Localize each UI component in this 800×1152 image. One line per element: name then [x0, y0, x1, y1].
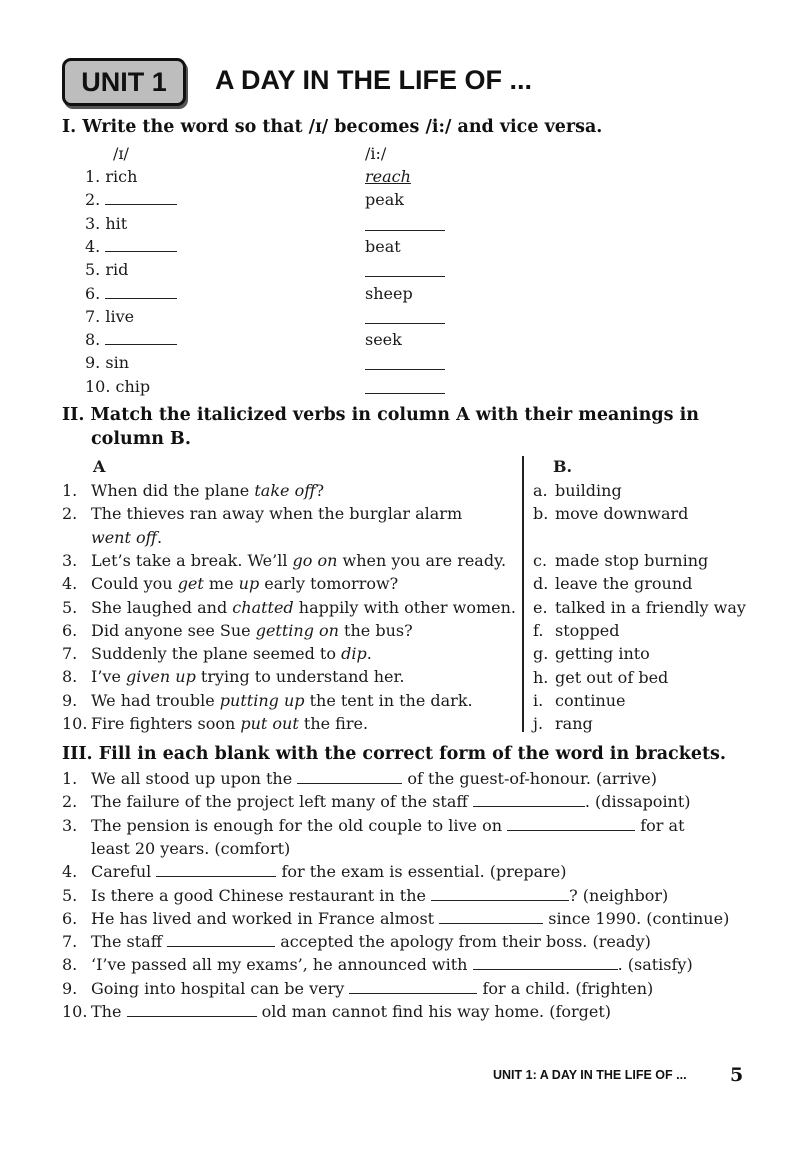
- meaning-text: continue: [555, 691, 626, 710]
- word-row: [85, 258, 128, 281]
- item-number: 6.: [85, 283, 106, 303]
- match-item-b: [533, 619, 619, 642]
- item-number: 8.: [62, 667, 78, 687]
- answer-blank[interactable]: [365, 323, 445, 324]
- fill-item: [62, 860, 567, 883]
- answer-blank[interactable]: [439, 908, 543, 924]
- column-b-header: B.: [553, 457, 573, 476]
- section-1-col1-header: /ɪ/: [113, 144, 129, 163]
- unit-title: A DAY IN THE LIFE OF ...: [215, 65, 533, 95]
- item-text: The staff: [91, 932, 163, 952]
- item-number: 4.: [85, 236, 106, 256]
- item-text: The: [91, 1002, 122, 1021]
- item-number: 10.: [62, 714, 88, 733]
- item-letter: a.: [533, 481, 548, 500]
- item-letter: i.: [533, 691, 544, 710]
- item-text: She laughed and: [91, 597, 233, 617]
- item-text: He has lived and worked in France almost: [91, 908, 435, 928]
- item-text: Is there a good Chinese restaurant in the: [91, 885, 427, 905]
- item-text: The pension is enough for the old couple to live on: [91, 815, 503, 835]
- running-footer: UNIT 1: A DAY IN THE LIFE OF ...: [493, 1068, 687, 1082]
- answer-blank[interactable]: [431, 885, 569, 901]
- item-number: 1.: [62, 769, 78, 788]
- item-text: Careful: [91, 862, 152, 882]
- page-number: 5: [730, 1064, 744, 1086]
- italic-verb: put out: [240, 714, 299, 733]
- item-number: 8.: [85, 330, 106, 350]
- item-letter: f.: [533, 621, 544, 640]
- item-letter: d.: [533, 574, 549, 594]
- meaning-text: made stop burning: [555, 551, 709, 570]
- word-row: [85, 235, 177, 258]
- match-item-a: [62, 596, 516, 619]
- item-number: 1.: [62, 481, 78, 500]
- match-item-a: [62, 572, 398, 595]
- word-left: sin: [105, 353, 129, 373]
- item-text: The failure of the project left many of the staff: [91, 792, 468, 812]
- word-left: chip: [115, 376, 151, 396]
- word-row: [85, 375, 150, 398]
- meaning-text: rang: [555, 714, 593, 734]
- item-text: . (satisfy): [617, 955, 693, 975]
- answer-blank[interactable]: [473, 954, 618, 970]
- fill-item: [62, 1000, 611, 1023]
- word-left: hit: [105, 213, 128, 233]
- match-item-b: [533, 666, 668, 689]
- answer-blank[interactable]: [507, 815, 635, 831]
- word-left: live: [105, 306, 135, 326]
- answer-blank[interactable]: [365, 230, 445, 231]
- answer-blank[interactable]: [105, 283, 177, 299]
- item-text: trying to understand her.: [195, 667, 405, 687]
- match-item-a: [62, 526, 162, 549]
- item-text: We all stood up upon the: [91, 769, 293, 788]
- item-text: ‘I’ve passed all my exams’, he announced with: [91, 955, 468, 975]
- item-number: 9.: [62, 690, 78, 710]
- fill-item: [62, 930, 651, 953]
- item-text: ?: [315, 481, 325, 500]
- item-letter: e.: [533, 597, 548, 617]
- item-text: .: [366, 644, 372, 664]
- word-right-text: seek: [365, 330, 402, 350]
- item-text: ? (neighbor): [569, 885, 669, 905]
- word-left: rich: [105, 167, 138, 186]
- section-3-title: III. Fill in each blank with the correct form of the word in brackets.: [62, 744, 727, 764]
- match-item-a: [62, 642, 372, 665]
- answer-blank[interactable]: [167, 931, 275, 947]
- item-text: of the guest-of-honour. (arrive): [407, 769, 657, 788]
- item-text: Fire fighters soon: [91, 714, 241, 733]
- italic-verb: chatted: [232, 597, 294, 617]
- italic-verb: up: [238, 574, 260, 594]
- section-2-title: II. Match the italicized verbs in column A with their meanings in: [62, 405, 699, 425]
- section-2-title-cont: column B.: [91, 429, 191, 449]
- item-number: 2.: [62, 792, 78, 812]
- word-right: [365, 188, 404, 211]
- fill-item: [62, 953, 693, 976]
- item-text: old man cannot find his way home. (forget): [261, 1002, 612, 1021]
- answer-blank[interactable]: [349, 978, 477, 994]
- item-number: 5.: [85, 260, 106, 280]
- item-number: 4.: [62, 862, 78, 882]
- italic-verb: putting up: [219, 690, 305, 710]
- item-text: the tent in the dark.: [304, 690, 473, 710]
- fill-item: [62, 790, 691, 813]
- item-text: The thieves ran away when the burglar alarm: [91, 504, 463, 524]
- answer-blank[interactable]: [365, 369, 445, 370]
- answer-blank[interactable]: [473, 791, 585, 807]
- item-text: . (dissapoint): [584, 792, 691, 812]
- match-item-a: [62, 549, 506, 572]
- match-item-b: [533, 642, 650, 665]
- item-text: least 20 years. (comfort): [91, 838, 291, 858]
- answer-blank[interactable]: [365, 393, 445, 394]
- item-text: We had trouble: [91, 690, 220, 710]
- item-text: Could you: [91, 574, 178, 594]
- word-row: [85, 165, 137, 188]
- item-number: 3.: [62, 550, 78, 570]
- word-right-text: reach: [365, 167, 411, 186]
- match-item-b: [533, 502, 688, 525]
- answer-blank[interactable]: [127, 1001, 257, 1017]
- item-text: I’ve: [91, 667, 126, 687]
- item-text: accepted the apology from their boss. (ready): [280, 932, 651, 952]
- answer-blank[interactable]: [156, 861, 276, 877]
- match-item-b: [533, 479, 622, 502]
- italic-verb: went off: [91, 527, 157, 547]
- item-number: 5.: [62, 885, 78, 905]
- item-text: Let’s take a break. We’ll: [91, 550, 293, 570]
- italic-verb: take off: [254, 481, 316, 500]
- italic-verb: given up: [126, 667, 196, 687]
- item-number: 4.: [62, 574, 78, 594]
- word-right: [365, 328, 402, 351]
- item-text: for at: [640, 815, 685, 835]
- item-letter: b.: [533, 504, 549, 524]
- item-number: 3.: [62, 815, 78, 835]
- answer-blank[interactable]: [365, 276, 445, 277]
- item-number: 7.: [62, 644, 78, 664]
- item-text: Suddenly the plane seemed to: [91, 644, 342, 664]
- item-text: Going into hospital can be very: [91, 978, 345, 998]
- word-right: [365, 282, 413, 305]
- item-number: 2.: [62, 504, 78, 524]
- item-number: 7.: [62, 932, 78, 952]
- unit-badge: UNIT 1: [62, 58, 186, 106]
- item-letter: h.: [533, 667, 549, 687]
- word-right: [365, 235, 401, 258]
- answer-blank[interactable]: [105, 189, 177, 205]
- item-text: early tomorrow?: [259, 574, 399, 594]
- item-number: 7.: [85, 306, 106, 326]
- item-text: when you are ready.: [337, 550, 507, 570]
- item-number: 1.: [85, 167, 106, 186]
- fill-item: [62, 767, 657, 790]
- match-item-b: [533, 596, 746, 619]
- word-row: [85, 212, 127, 235]
- match-item-b: [533, 549, 708, 572]
- word-row: [85, 305, 134, 328]
- meaning-text: leave the ground: [555, 574, 693, 594]
- answer-blank[interactable]: [297, 768, 402, 784]
- fill-item: [62, 907, 729, 930]
- fill-item: [62, 837, 290, 860]
- match-item-a: [62, 619, 413, 642]
- item-number: 10.: [62, 1002, 88, 1021]
- item-text: for a child. (frighten): [482, 978, 654, 998]
- item-number: 10.: [85, 376, 116, 396]
- meaning-text: getting into: [555, 644, 650, 664]
- item-text: When did the plane: [91, 481, 255, 500]
- match-item-a: [62, 689, 473, 712]
- meaning-text: get out of bed: [555, 667, 669, 687]
- section-1-title: I. Write the word so that /ɪ/ becomes /i:/ and vice versa.: [62, 117, 603, 137]
- item-text: happily with other women.: [293, 597, 517, 617]
- item-number: 9.: [62, 978, 78, 998]
- match-item-b: [533, 712, 593, 735]
- column-a-header: A: [93, 457, 106, 476]
- item-number: 3.: [85, 213, 106, 233]
- fill-item: [62, 814, 685, 837]
- item-text: Did anyone see Sue: [91, 620, 256, 640]
- fill-item: [62, 977, 653, 1000]
- italic-verb: getting on: [255, 620, 339, 640]
- meaning-text: talked in a friendly way: [555, 597, 746, 617]
- match-item-a: [62, 712, 368, 735]
- match-item-a: [62, 665, 404, 688]
- item-number: 2.: [85, 190, 106, 210]
- word-right-text: beat: [365, 236, 401, 256]
- italic-verb: get: [177, 574, 204, 594]
- match-item-a: [62, 479, 324, 502]
- answer-blank[interactable]: [105, 329, 177, 345]
- item-number: 9.: [85, 353, 106, 373]
- item-number: 5.: [62, 597, 78, 617]
- item-text: me: [203, 574, 239, 594]
- match-item-b: [533, 689, 626, 712]
- answer-blank[interactable]: [105, 236, 177, 252]
- italic-verb: go on: [292, 550, 338, 570]
- word-right-text: peak: [365, 190, 404, 210]
- item-text: the fire.: [298, 714, 369, 733]
- item-letter: g.: [533, 644, 549, 664]
- item-number: 6.: [62, 908, 78, 928]
- fill-item: [62, 884, 668, 907]
- word-row: [85, 282, 177, 305]
- meaning-text: stopped: [555, 621, 620, 640]
- word-right-text: sheep: [365, 283, 413, 303]
- item-text: for the exam is essential. (prepare): [281, 862, 567, 882]
- match-item-b: [533, 572, 692, 595]
- item-text: since 1990. (continue): [548, 908, 730, 928]
- word-row: [85, 351, 129, 374]
- word-left: rid: [105, 260, 129, 280]
- column-divider: [522, 456, 524, 732]
- italic-verb: dip: [341, 644, 367, 664]
- word-row: [85, 188, 177, 211]
- word-right: [365, 165, 411, 188]
- item-letter: c.: [533, 551, 548, 570]
- item-number: 8.: [62, 955, 78, 975]
- match-item-a: [62, 502, 462, 525]
- item-text: .: [156, 527, 163, 547]
- meaning-text: move downward: [555, 504, 689, 524]
- item-text: the bus?: [338, 620, 413, 640]
- item-letter: j.: [533, 714, 544, 734]
- meaning-text: building: [555, 481, 622, 500]
- word-row: [85, 328, 177, 351]
- item-number: 6.: [62, 620, 78, 640]
- section-1-col2-header: /i:/: [365, 144, 387, 163]
